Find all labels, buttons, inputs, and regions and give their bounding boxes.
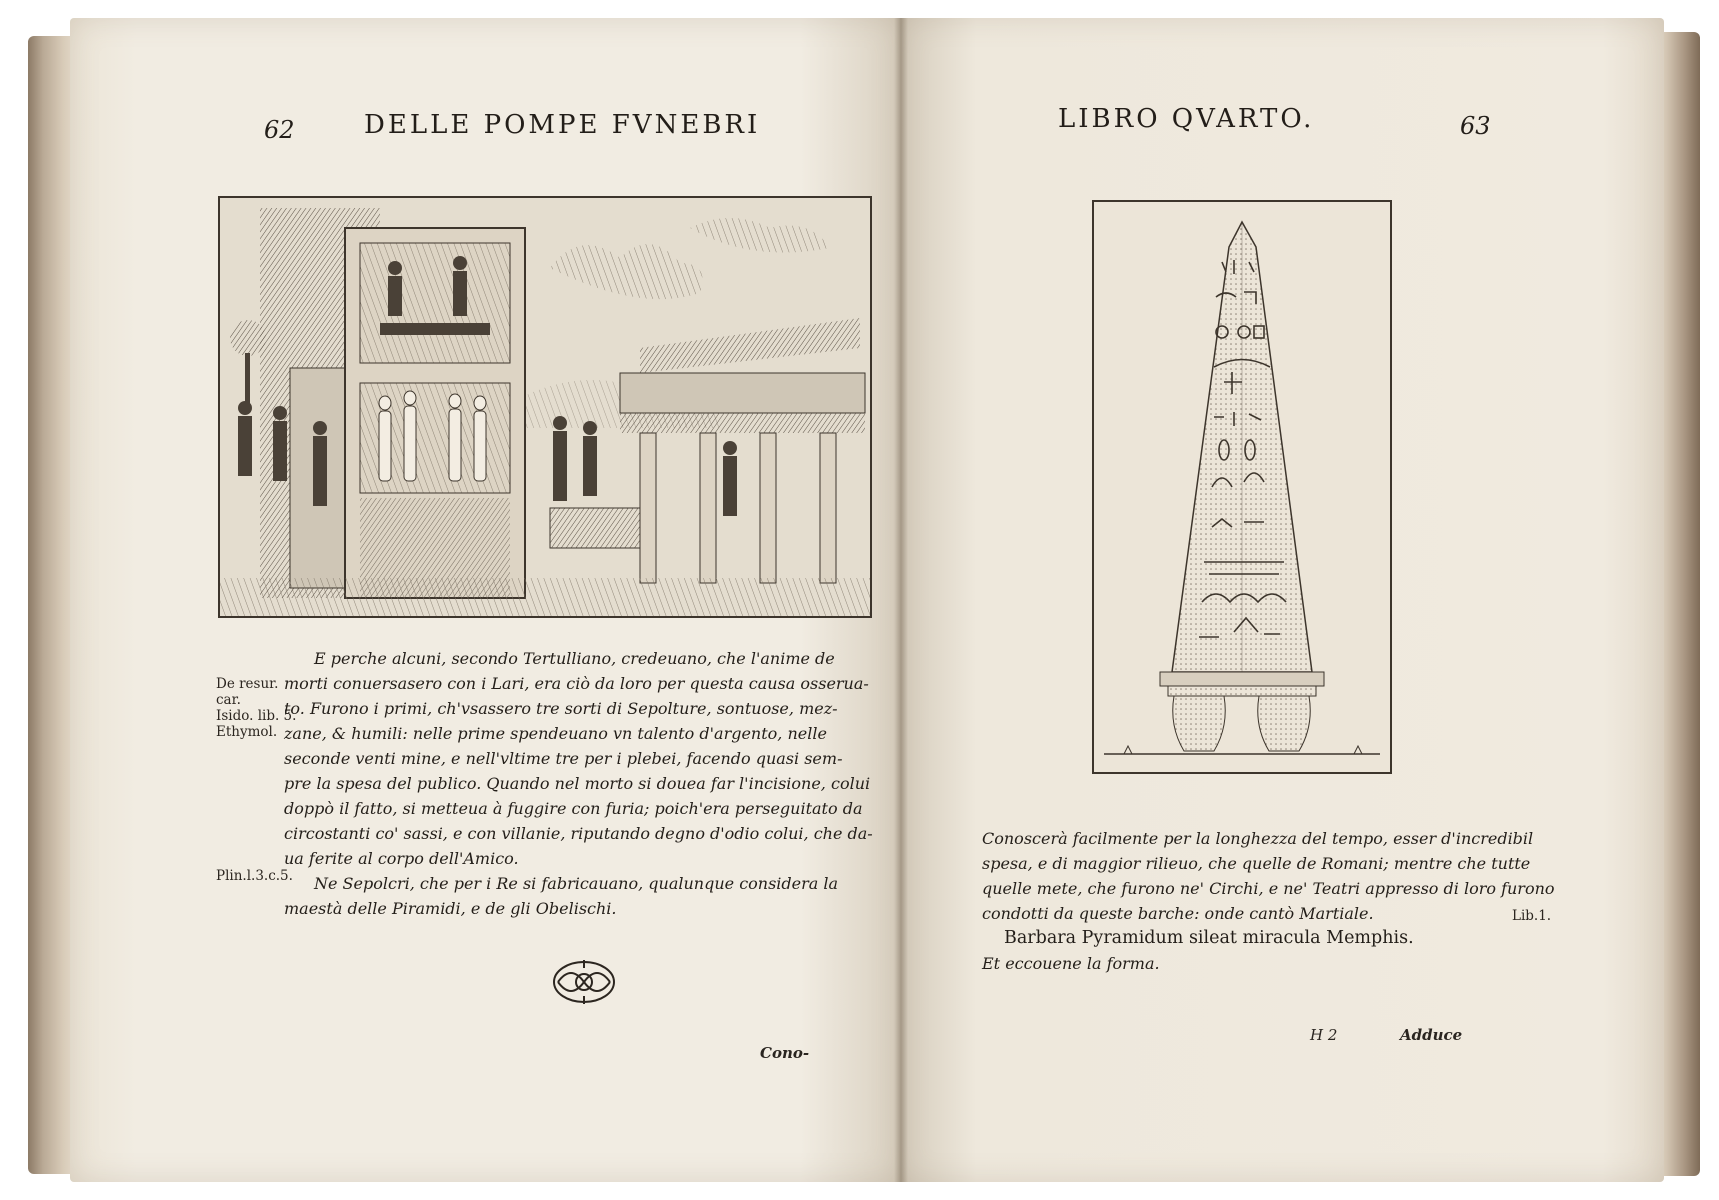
funeral-scene-engraving bbox=[218, 196, 872, 618]
text-line: morti conuersasero con i Lari, era ciò da loro per questa causa osserua- bbox=[284, 674, 869, 693]
left-catchword: Cono- bbox=[760, 1044, 810, 1062]
margin-note-isido: Isido. lib. 5. bbox=[216, 708, 297, 724]
quote-line: Barbara Pyramidum sileat miracula Memphis. bbox=[1004, 928, 1414, 948]
signature-mark: H 2 bbox=[1310, 1026, 1338, 1044]
text-line: E perche alcuni, secondo Tertulliano, credeuano, che l'anime de bbox=[314, 649, 835, 668]
left-body-text bbox=[284, 646, 873, 921]
text-line: pre la spesa del publico. Quando nel morto si douea far l'incisione, colui bbox=[284, 774, 871, 793]
margin-note-car: car. bbox=[216, 692, 241, 708]
margin-note-plin: Plin.l.3.c.5. bbox=[216, 868, 293, 884]
left-running-title: DELLE POMPE FVNEBRI bbox=[364, 110, 761, 140]
text-line: Conoscerà facilmente per la longhezza del tempo, esser d'incredibil bbox=[982, 829, 1534, 848]
left-page-number: 62 bbox=[264, 116, 295, 144]
text-line: seconde venti mine, e nell'vltime tre per i plebei, facendo quasi sem- bbox=[284, 749, 843, 768]
closing-line: Et eccouene la forma. bbox=[982, 954, 1160, 973]
margin-note-ethymol: Ethymol. bbox=[216, 724, 278, 740]
right-running-title: LIBRO QVARTO. bbox=[1058, 104, 1315, 134]
text-line: condotti da queste barche: onde cantò Martiale. bbox=[982, 904, 1374, 923]
right-catchword: Adduce bbox=[1400, 1026, 1463, 1044]
text-line: spesa, e di maggior rilieuo, che quelle de Romani; mentre che tutte bbox=[982, 854, 1531, 873]
margin-note-de-resur: De resur. bbox=[216, 676, 279, 692]
open-book bbox=[28, 18, 1700, 1190]
text-line: doppò il fatto, si metteua à fuggire con furia; poich'era perseguitato da bbox=[284, 799, 863, 818]
text-line: ua ferite al corpo dell'Amico. bbox=[284, 849, 519, 868]
book-gutter bbox=[894, 18, 908, 1182]
text-line: maestà delle Piramidi, e de gli Obelischi. bbox=[284, 899, 617, 918]
right-page-number: 63 bbox=[1460, 112, 1491, 140]
text-line: circostanti co' sassi, e con villanie, riputando degno d'odio colui, che da- bbox=[284, 824, 873, 843]
text-line: zane, & humili: nelle prime spendeuano vn talento d'argento, nelle bbox=[284, 724, 827, 743]
text-line: to. Furono i primi, ch'vsassero tre sorti di Sepolture, sontuose, mez- bbox=[284, 699, 838, 718]
margin-note-lib: Lib.1. bbox=[1512, 908, 1552, 924]
obelisk-engraving bbox=[1092, 200, 1392, 774]
printers-ornament bbox=[548, 956, 620, 1008]
text-line: Ne Sepolcri, che per i Re si fabricauano, qualunque considera la bbox=[314, 874, 839, 893]
text-line: quelle mete, che furono ne' Circhi, e ne' Teatri appresso di loro furono bbox=[982, 879, 1555, 898]
